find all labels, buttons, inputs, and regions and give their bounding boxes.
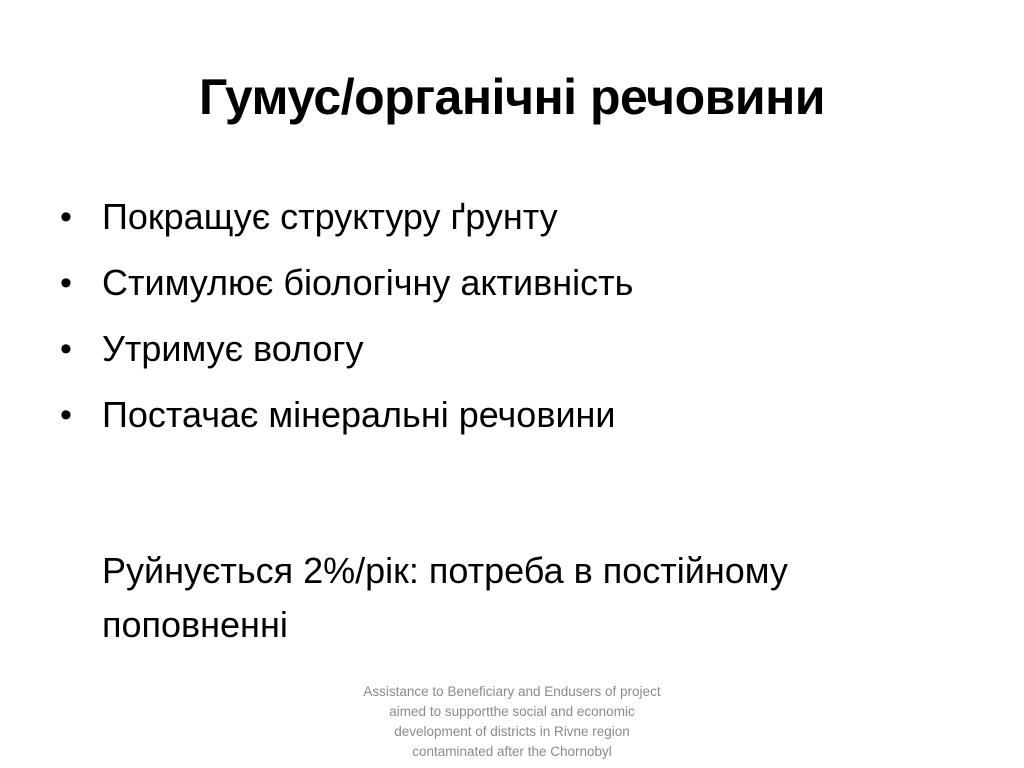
bullet-item	[52, 250, 932, 316]
bullet-text: Утримує вологу	[102, 328, 364, 369]
bullet-text: Стимулює біологічну активність	[102, 262, 634, 303]
bullet-text: Покращує структуру ґрунту	[102, 196, 558, 237]
bullet-icon: •	[60, 396, 72, 434]
bullet-list	[52, 184, 932, 448]
slide-title: Гумус/органічні речовини	[198, 69, 826, 125]
bullet-text: Постачає мінеральні речовини	[102, 394, 616, 435]
degradation-note: Руйнується 2%/рік: потреба в постійному поповненні	[102, 550, 788, 645]
bullet-item	[52, 316, 932, 382]
bullet-icon: •	[60, 198, 72, 236]
bullet-icon: •	[60, 264, 72, 302]
bullet-item	[52, 382, 932, 448]
bullet-icon: •	[60, 330, 72, 368]
bullet-item	[52, 184, 932, 250]
footer-text: Assistance to Beneficiary and Endusers of project aimed to supportthe social and economic development of districts in Rivne region contaminated after the Chornobyl	[363, 684, 661, 759]
slide-content	[52, 184, 932, 652]
